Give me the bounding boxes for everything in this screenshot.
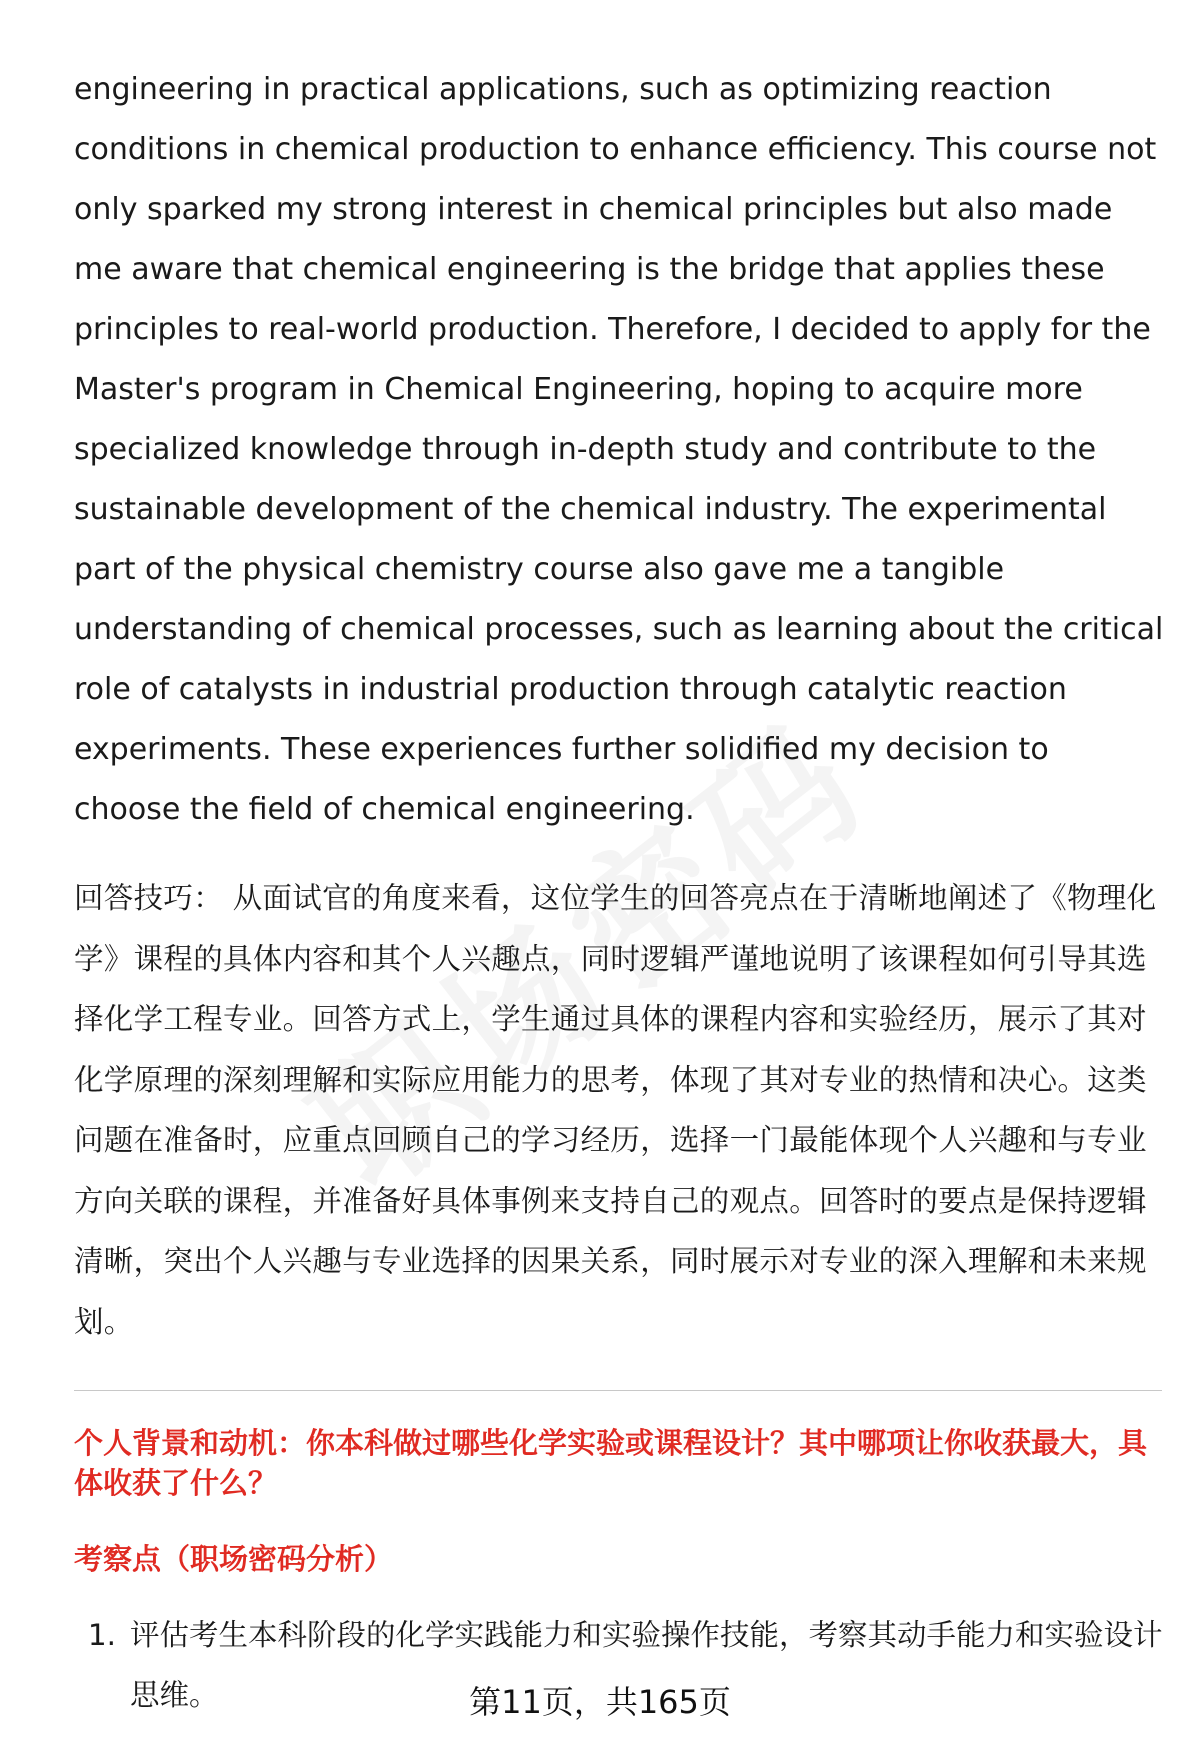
answer-tips-paragraph: 回答技巧： 从面试官的角度来看，这位学生的回答亮点在于清晰地阐述了《物理化学》课程的具体内容和其个人兴趣点，同时逻辑严谨地说明了该课程如何引导其选择化学工程专业。回答方式上，学生通过具体的课程内容和实验经历，展示了其对化学原理的深刻理解和实际应用能力的思考，体现了其对专业的热情和决心。这类问题在准备时，应重点回顾自己的学习经历，选择一门最能体现个人兴趣和与专业方向关联的课程，并准备好具体事例来支持自己的观点。回答时的要点是保持逻辑清晰，突出个人兴趣与专业选择的因果关系，同时展示对专业的深入理解和未来规划。 — [74, 881, 1157, 1339]
list-item-number: 1. — [87, 1618, 116, 1652]
question-heading: 个人背景和动机：你本科做过哪些化学实验或课程设计？其中哪项让你收获最大，具体收获了什么？ — [74, 1426, 1148, 1500]
assessment-points-title: 考察点（职场密码分析） — [74, 1542, 394, 1576]
answer-english-paragraph: engineering in practical applications, such as optimizing reaction conditions in chemical production to enhance efficiency. This course not only sparked my strong interest in chemical principles but also made me aware that chemical engineering is the bridge that applies these principles to real-world production. Therefore, I decided to apply for the Master's program in Chemical Engineering, hoping to acquire more specialized knowledge through in-depth study and contribute to the sustainable development of the chemical industry. The experimental part of the physical chemistry course also gave me a tangible understanding of chemical processes, such as learning about the critical role of catalysts in industrial production through catalytic reaction experiments. These experiences further solidified my decision to choose the field of chemical engineering. — [74, 72, 1164, 827]
document-page — [74, 60, 1164, 1725]
page-number-footer: 第11页，共165页 — [469, 1683, 731, 1721]
section-divider — [74, 1390, 1162, 1391]
list-item-text: 评估考生本科阶段的化学实践能力和实验操作技能，考察其动手能力和实验设计思维。 — [130, 1618, 1163, 1712]
